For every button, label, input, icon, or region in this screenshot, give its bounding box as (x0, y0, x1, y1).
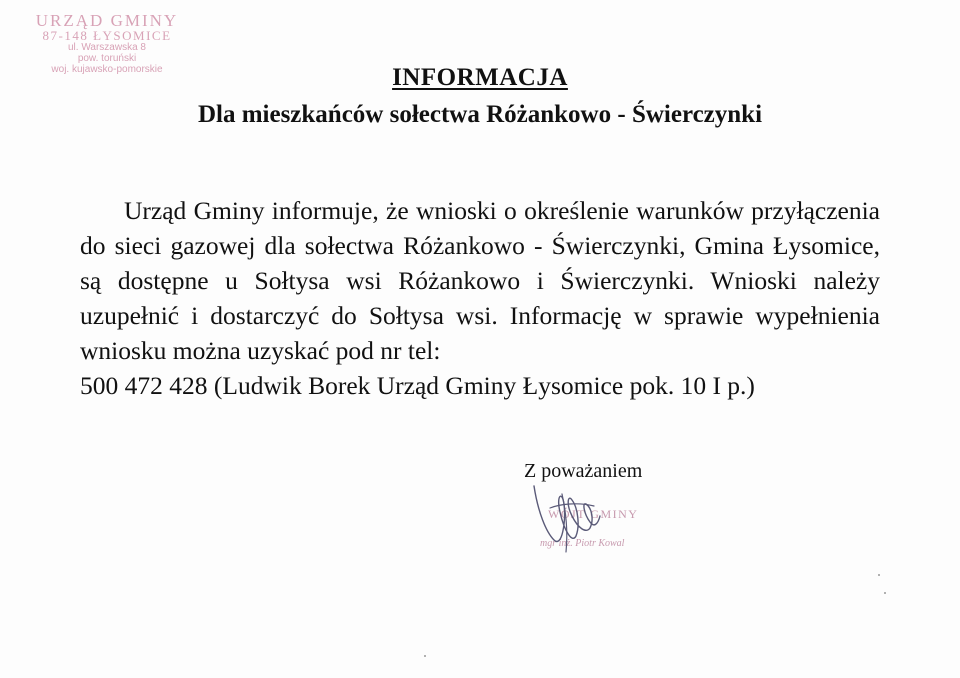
body-paragraph: Urząd Gminy informuje, że wnioski o określenie warunków przyłączenia do sieci gazowej dla sołectwa Różankowo - Świerczynki, Gmina Łysomice, są dostępne u Sołtysa wsi Różankowo i Świerczynki. Wnioski należy uzupełnić i dostarczyć do Sołtysa wsi. Informację w sprawie wypełnienia wniosku można uzyskać pod nr tel: (80, 196, 880, 365)
document-subtitle: Dla mieszkańców sołectwa Różankowo - Świerczynki (197, 101, 763, 128)
signature-block (520, 482, 690, 562)
closing-regards: Z poważaniem (524, 460, 643, 482)
document-title-text: INFORMACJA (392, 64, 568, 91)
paper-speck (424, 655, 426, 657)
paper-speck (884, 592, 886, 594)
stamp-line-street: ul. Warszawska 8 (68, 42, 146, 53)
stamp-line-county: pow. toruński (77, 53, 137, 64)
document-body (80, 193, 880, 403)
paper-speck (878, 574, 880, 576)
handwritten-signature (520, 482, 690, 562)
signature-stamp-text: WÓJT GMINY (548, 507, 639, 521)
stamp-line-office: URZĄD GMINY (35, 11, 179, 30)
document-title (0, 64, 960, 92)
stamp-line-voivodeship: woj. kujawsko-pomorskie (51, 64, 163, 75)
stamp-line-postcode: 87-148 ŁYSOMICE (42, 28, 172, 43)
signature-stamp-name: mgr inż. Piotr Kowal (540, 538, 625, 549)
contact-line: 500 472 428 (Ludwik Borek Urząd Gminy Łysomice pok. 10 I p.) (80, 371, 755, 400)
